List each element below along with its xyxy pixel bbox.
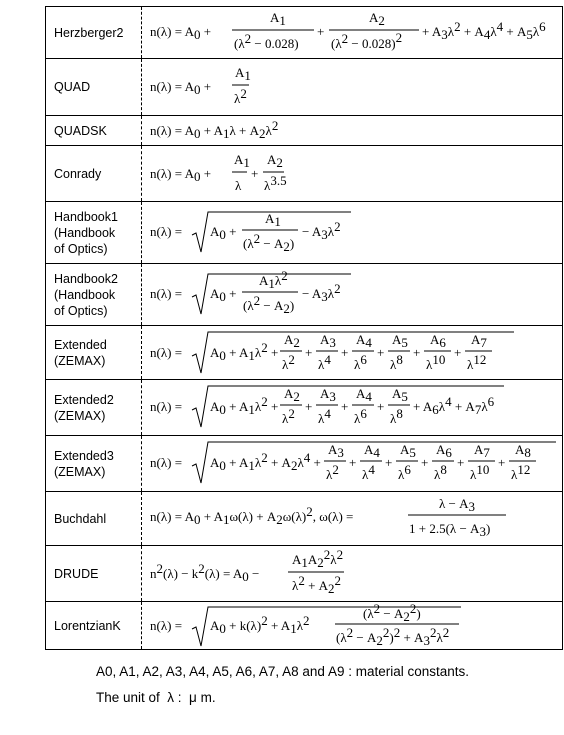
svg-text:A1λ2: A1λ2 [259, 268, 288, 291]
table-row [46, 58, 562, 115]
formula-name: LorentzianK [54, 618, 121, 633]
svg-text:A5: A5 [392, 332, 408, 350]
formula-name: Extended3 (ZEMAX) [54, 448, 114, 479]
svg-text:(λ2 − 0.028): (λ2 − 0.028) [234, 31, 299, 51]
column-divider [141, 492, 142, 545]
svg-text:(λ2 − A2): (λ2 − A2) [243, 293, 295, 316]
formula-handbook2 [146, 264, 556, 325]
table-row [46, 491, 562, 545]
svg-text:(λ2 − A2): (λ2 − A2) [243, 231, 295, 254]
svg-text:λ2 + A22: λ2 + A22 [292, 573, 342, 596]
svg-text:+: + [498, 455, 506, 470]
formula-name: Herzberger2 [54, 25, 124, 40]
svg-text:+: + [377, 399, 385, 414]
svg-text:A5: A5 [400, 442, 416, 460]
formula-cell [146, 492, 562, 545]
svg-text:A0 + k(λ)2 + A1λ2: A0 + k(λ)2 + A1λ2 [210, 613, 310, 636]
svg-text:A3: A3 [328, 442, 344, 460]
unit-note: The unit of λ : μ m. [96, 690, 216, 705]
table-row [46, 7, 562, 58]
svg-text:λ2: λ2 [282, 406, 295, 426]
svg-text:n(λ) =: n(λ) = [150, 399, 183, 414]
formula-name: QUAD [54, 80, 91, 94]
formula-drude [146, 546, 556, 601]
formula-cell [146, 436, 562, 491]
svg-text:+: + [377, 345, 385, 360]
svg-text:λ6: λ6 [398, 462, 411, 482]
svg-text:A1: A1 [270, 10, 286, 28]
svg-text:A0 + A1λ2 +: A0 + A1λ2 + [210, 340, 279, 363]
constants-note: A0, A1, A2, A3, A4, A5, A6, A7, A8 and A9 : material constants. [96, 664, 470, 679]
svg-text:λ3.5: λ3.5 [264, 173, 287, 193]
formula-name: Extended2 (ZEMAX) [54, 392, 114, 423]
svg-text:λ8: λ8 [434, 462, 447, 482]
formula-name: Handbook2 (Handbook of Optics) [54, 271, 118, 318]
table-row [46, 545, 562, 601]
svg-text:λ4: λ4 [318, 406, 331, 426]
svg-text:λ6: λ6 [354, 406, 367, 426]
column-divider [141, 326, 142, 379]
svg-text:A2: A2 [369, 10, 385, 28]
svg-text:+: + [413, 345, 421, 360]
svg-text:+: + [454, 345, 462, 360]
svg-text:λ12: λ12 [511, 462, 531, 482]
column-divider [141, 436, 142, 491]
column-divider [141, 59, 142, 115]
column-divider [141, 380, 142, 435]
column-divider [141, 546, 142, 601]
formula-table [45, 6, 563, 650]
formula-lorentziank [146, 602, 556, 650]
svg-text:A0 + A1λ2 +: A0 + A1λ2 + [210, 394, 279, 417]
svg-text:λ4: λ4 [362, 462, 375, 482]
svg-text:λ12: λ12 [467, 352, 487, 372]
svg-text:+: + [305, 399, 313, 414]
formula-name: Buchdahl [54, 511, 107, 526]
svg-text:λ6: λ6 [354, 352, 367, 372]
formula-name: DRUDE [54, 566, 99, 581]
svg-text:n(λ) =: n(λ) = [150, 286, 183, 301]
formula-extended3 [146, 436, 558, 491]
svg-text:+: + [317, 24, 325, 39]
formula-buchdahl [146, 492, 556, 545]
svg-text:A1: A1 [234, 152, 250, 170]
svg-text:n2(λ) − k2(λ) = A0 −: n2(λ) − k2(λ) = A0 − [150, 561, 260, 584]
column-divider [141, 264, 142, 325]
column-divider [141, 146, 142, 201]
svg-text:n(λ) = A0 + A1λ + A2λ2: n(λ) = A0 + A1λ + A2λ2 [150, 118, 279, 141]
svg-text:A6: A6 [436, 442, 452, 460]
svg-text:A1: A1 [235, 65, 251, 83]
svg-text:n(λ) = A0 +: n(λ) = A0 + [150, 79, 212, 97]
svg-text:n(λ) = A0 + A1ω(λ) + A2ω(λ)2,: n(λ) = A0 + A1ω(λ) + A2ω(λ)2, ω(λ) = [150, 504, 354, 527]
svg-text:(λ2 − 0.028)2: (λ2 − 0.028)2 [331, 30, 403, 51]
svg-text:+: + [341, 345, 349, 360]
svg-text:A4: A4 [364, 442, 380, 460]
svg-text:+: + [457, 455, 465, 470]
svg-text:A7: A7 [474, 442, 490, 460]
svg-text:n(λ) = A0 +: n(λ) = A0 + [150, 24, 212, 42]
svg-text:+ A3λ2 + A4λ4 + A5λ6: + A3λ2 + A4λ4 + A5λ6 [422, 19, 546, 42]
svg-text:+ A6λ4 + A7λ6: + A6λ4 + A7λ6 [413, 394, 495, 417]
formula-name: Handbook1 (Handbook of Optics) [54, 209, 118, 256]
svg-text:λ10: λ10 [470, 462, 490, 482]
svg-text:λ4: λ4 [318, 352, 331, 372]
svg-text:A0 +: A0 + [210, 224, 237, 242]
svg-text:(λ2 − A22): (λ2 − A22) [363, 601, 421, 624]
svg-text:A8: A8 [515, 442, 531, 460]
svg-text:λ: λ [235, 178, 242, 193]
table-row [46, 263, 562, 325]
formula-name: Conrady [54, 166, 102, 181]
table-row [46, 115, 562, 145]
svg-text:A2: A2 [284, 332, 300, 350]
formula-extended [146, 326, 556, 379]
svg-text:A4: A4 [356, 332, 372, 350]
table-row [46, 325, 562, 379]
formula-cell [146, 326, 562, 379]
svg-text:λ2: λ2 [282, 352, 295, 372]
formula-cell [146, 264, 562, 325]
table-row [46, 601, 562, 649]
svg-text:+: + [349, 455, 357, 470]
svg-text:λ8: λ8 [390, 406, 403, 426]
svg-text:n(λ) =: n(λ) = [150, 618, 183, 633]
formula-cell [146, 602, 562, 649]
formula-quadsk [146, 116, 556, 145]
svg-text:+: + [421, 455, 429, 470]
svg-text:A1: A1 [265, 211, 281, 229]
svg-text:A2: A2 [267, 152, 283, 170]
svg-text:− A3λ2: − A3λ2 [302, 281, 341, 304]
svg-text:A0 +: A0 + [210, 286, 237, 304]
svg-text:A3: A3 [320, 386, 336, 404]
svg-text:A7: A7 [471, 332, 487, 350]
table-row [46, 145, 562, 201]
svg-text:A0 + A1λ2 + A2λ4 +: A0 + A1λ2 + A2λ4 + [210, 450, 321, 473]
formula-cell [146, 7, 562, 58]
svg-text:n(λ) =: n(λ) = [150, 345, 183, 360]
svg-text:λ10: λ10 [426, 352, 446, 372]
formula-name: QUADSK [54, 123, 107, 138]
table-row [46, 201, 562, 263]
svg-text:n(λ) =: n(λ) = [150, 455, 183, 470]
formula-cell [146, 202, 562, 263]
formula-herzberger2 [146, 7, 556, 57]
table-row [46, 435, 562, 491]
formula-extended2 [146, 380, 556, 435]
svg-text:+: + [305, 345, 313, 360]
column-divider [141, 602, 142, 649]
formula-cell [146, 546, 562, 601]
svg-text:1 + 2.5(λ − A3): 1 + 2.5(λ − A3) [409, 521, 491, 539]
svg-text:A3: A3 [320, 332, 336, 350]
formula-cell [146, 116, 562, 145]
column-divider [141, 202, 142, 263]
svg-text:A1A22λ2: A1A22λ2 [292, 547, 344, 570]
svg-text:λ2: λ2 [326, 462, 339, 482]
svg-text:A4: A4 [356, 386, 372, 404]
svg-text:A6: A6 [430, 332, 446, 350]
table-row [46, 379, 562, 435]
svg-text:(λ2 − A22)2 + A32λ2: (λ2 − A22)2 + A32λ2 [336, 625, 450, 648]
svg-text:λ2: λ2 [234, 86, 247, 106]
svg-text:n(λ) =: n(λ) = [150, 224, 183, 239]
svg-text:λ − A3: λ − A3 [439, 496, 476, 514]
formula-handbook1 [146, 202, 556, 263]
formula-cell [146, 146, 562, 201]
column-divider [141, 7, 142, 58]
svg-text:A5: A5 [392, 386, 408, 404]
svg-text:+: + [251, 166, 259, 181]
svg-text:n(λ) = A0 +: n(λ) = A0 + [150, 166, 212, 184]
formula-cell [146, 59, 562, 115]
formula-name: Extended (ZEMAX) [54, 337, 107, 368]
svg-text:A2: A2 [284, 386, 300, 404]
formula-conrady [146, 146, 556, 201]
formula-cell [146, 380, 562, 435]
formula-quad [146, 59, 556, 115]
svg-text:+: + [385, 455, 393, 470]
column-divider [141, 116, 142, 145]
svg-text:+: + [341, 399, 349, 414]
svg-text:λ8: λ8 [390, 352, 403, 372]
svg-text:− A3λ2: − A3λ2 [302, 219, 341, 242]
